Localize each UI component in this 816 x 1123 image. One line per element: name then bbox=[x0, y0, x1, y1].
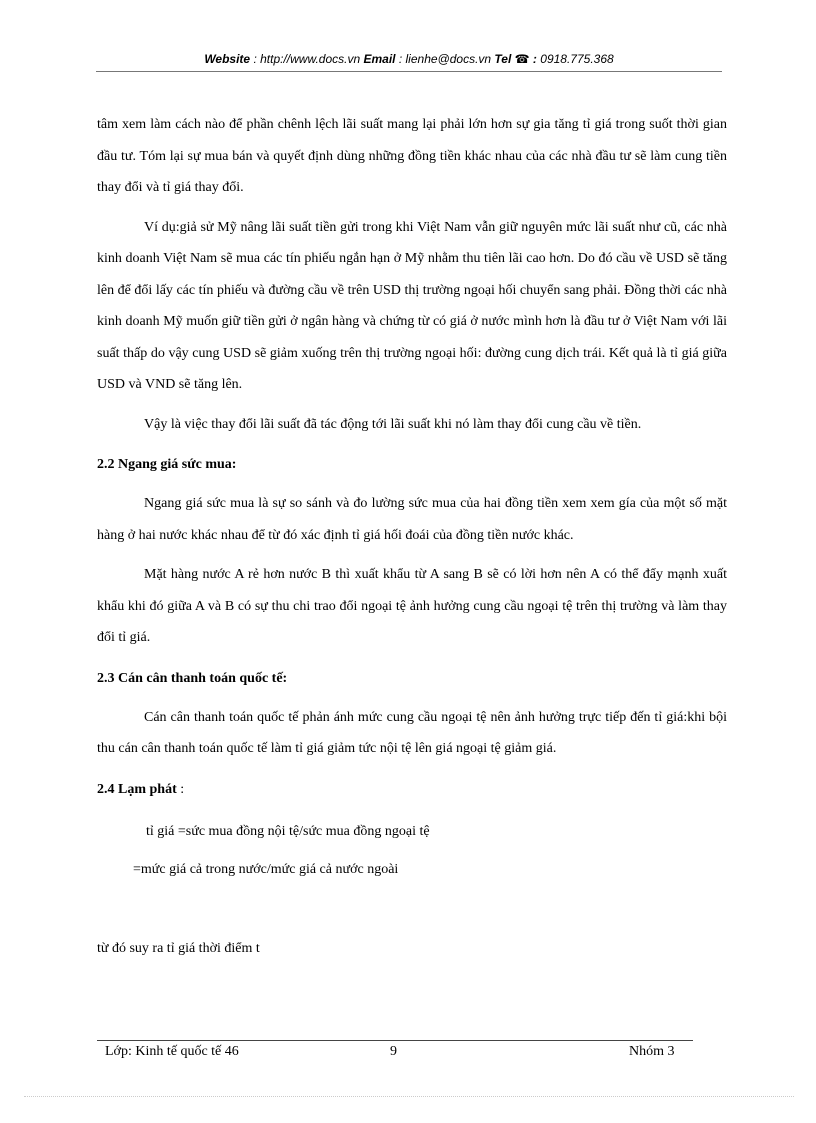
formula-line-2: =mức giá cả trong nước/mức giá cả nước ngoài bbox=[133, 861, 399, 877]
footer-group-label: Nhóm 3 bbox=[629, 1044, 675, 1059]
paragraph-7: từ đó suy ra tỉ giá thời điểm t bbox=[97, 940, 260, 956]
email-label: Email bbox=[363, 52, 396, 66]
page-bottom-edge bbox=[24, 1096, 794, 1097]
paragraph-2: Ví dụ:giả sử Mỹ nâng lãi suất tiền gửi trong khi Việt Nam vẫn giữ nguyên mức lãi suất như cũ, các nhà kinh doanh Việt Nam sẽ mua các tín phiếu ngắn hạn ở Mỹ nhằm thu tiên lãi cao hơn. Do đó cầu về USD sẽ tăng lên để đổi lấy các tín phiếu và đường cầu về trên USD thị trường ngoại hối chuyển sang phải. Đồng thời các nhà kinh doanh Mỹ muốn giữ tiền gửi ở ngân hàng và chứng từ có giá ở nước mình hơn là đầu tư ở Việt Nam với lãi suất thấp do vậy cung USD sẽ giảm xuống trên thị trường ngoại hối: đường cung dịch trái. Kết quả là tỉ giá giữa USD và VND sẽ tăng lên. bbox=[97, 219, 727, 392]
header-divider bbox=[96, 71, 722, 72]
paragraph-6: Cán cân thanh toán quốc tế phản ánh mức cung cầu ngoại tệ nên ảnh hưởng trực tiếp đến tỉ giá:khi bội thu cán cân thanh toán quốc tế làm tỉ giá giảm tức nội tệ lên giá ngoại tệ giảm giá. bbox=[97, 709, 727, 756]
section-heading-2-2: 2.2 Ngang giá sức mua: bbox=[97, 457, 237, 472]
paragraph-3: Vậy là việc thay đổi lãi suất đã tác động tới lãi suất khi nó làm thay đổi cung cầu về tiền. bbox=[144, 416, 642, 432]
paragraph-4: Ngang giá sức mua là sự so sánh và đo lường sức mua của hai đồng tiền xem xem gía của một số mặt hàng ở hai nước khác nhau để từ đó xác định tỉ giá hối đoái của đồng tiền nước khác. bbox=[97, 496, 727, 543]
email-value[interactable]: : lienhe@docs.vn bbox=[395, 52, 495, 66]
paragraph-1: tâm xem làm cách nào để phần chênh lệch lãi suất mang lại phải lớn hơn sự gia tăng tỉ giá trong suốt thời gian đầu tư. Tóm lại sự mua bán và quyết định dùng những đồng tiền khác nhau của các nhà đầu tư sẽ làm cung tiền thay đổi và tỉ giá thay đổi. bbox=[97, 117, 727, 195]
section-heading-2-4-rest: : bbox=[176, 781, 185, 797]
section-heading-2-4 bbox=[97, 774, 727, 805]
footer-class-label: Lớp: Kinh tế quốc tế 46 bbox=[105, 1044, 239, 1059]
page-header bbox=[96, 52, 722, 66]
tel-label: Tel ☎ : bbox=[494, 52, 537, 66]
tel-value: 0918.775.368 bbox=[536, 52, 614, 66]
page-body bbox=[97, 109, 727, 964]
page-number: 9 bbox=[390, 1044, 397, 1059]
section-heading-2-4-bold: 2.4 Lạm phát bbox=[97, 781, 177, 797]
website-url[interactable]: : http://www.docs.vn bbox=[250, 52, 364, 66]
footer-divider bbox=[97, 1040, 693, 1041]
paragraph-5: Mặt hàng nước A rẻ hơn nước B thì xuất khẩu từ A sang B sẽ có lời hơn nên A có thể đẩy mạnh xuất khẩu khi đó giữa A và B có sự thu chi trao đổi ngoại tệ ảnh hưởng cung cầu ngoại tệ trên thị trường và làm thay đổi tỉ giá. bbox=[97, 567, 727, 645]
formula-line-1: tỉ giá =sức mua đồng nội tệ/sức mua đồng ngoại tệ bbox=[146, 823, 430, 839]
website-label: Website bbox=[204, 52, 251, 66]
section-heading-2-3: 2.3 Cán cân thanh toán quốc tế: bbox=[97, 670, 288, 686]
